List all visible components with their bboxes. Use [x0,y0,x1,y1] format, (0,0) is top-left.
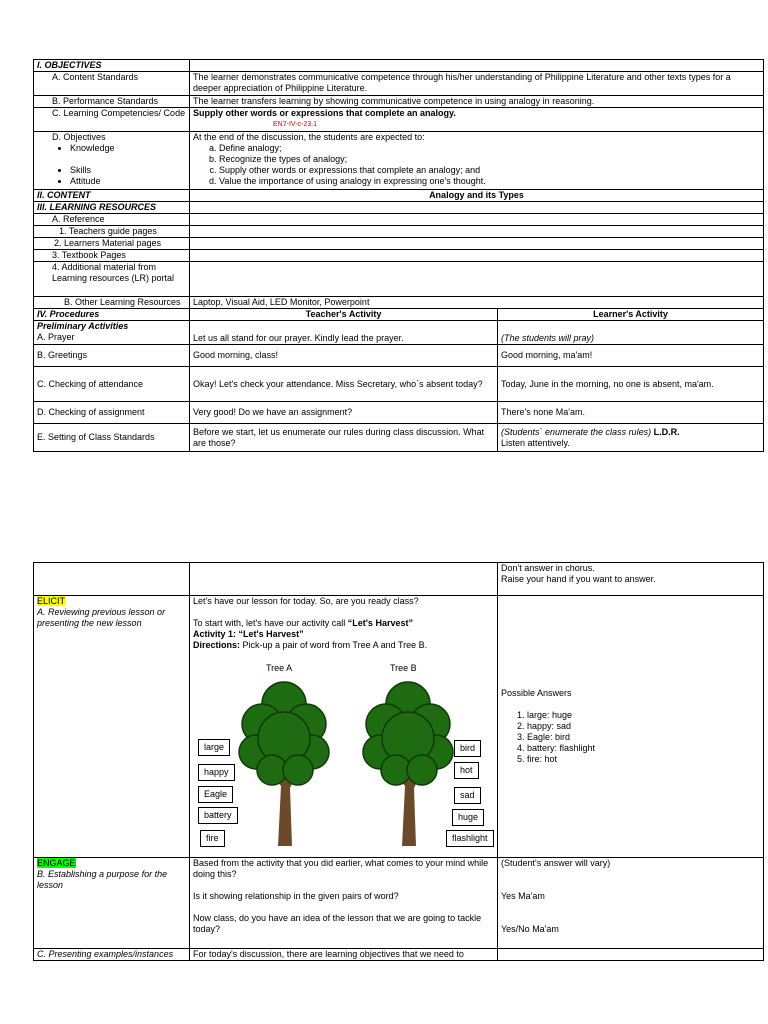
possible-answers-label: Possible Answers [501,688,572,698]
tree-a-label: Tree A [266,663,293,673]
preliminary-label: Preliminary Activities [37,321,129,331]
rule-2: Raise your hand if you want to answer. [501,574,656,584]
class-standards-label: E. Setting of Class Standards [34,424,190,452]
engage-answer-3: Yes/No Ma'am [501,924,559,934]
resources-header: III. LEARNING RESOURCES [34,202,190,214]
activity-title: Activity 1: “Let's Harvest” [193,629,304,639]
answer-item: 2. happy: sad [527,721,760,732]
content-standards-text: The learner demonstrates communicative competence through his/her understanding of Philippine Literature and other texts types for a deeper appreciation of Philippine Literature. [190,72,764,96]
tree-a-word[interactable]: happy [198,764,235,781]
class-rule-acronym: L.D.R. [653,426,680,437]
greetings-teacher: Good morning, class! [190,345,498,367]
answer-item: 3. Eagle: bird [527,732,760,743]
elicit-intro: Let's have our lesson for today. So, are you ready class? [193,596,419,606]
tree-b-label: Tree B [390,663,417,673]
presenting-examples-label: C. Presenting examples/instances [34,949,190,961]
tree-b-word[interactable]: sad [454,787,481,804]
content-topic: Analogy and its Types [190,190,764,202]
engage-tag: ENGAGE [37,858,76,868]
answer-item: 5. fire: hot [527,754,760,765]
additional-material-label: 4. Additional material from Learning resources (LR) portal [34,262,190,297]
engage-answer-2: Yes Ma'am [501,891,545,901]
tree-b-icon [362,676,454,846]
objective-item: a. Define analogy; [219,143,760,154]
tree-a-word[interactable]: fire [200,830,225,847]
teacher-activity-header: Teacher's Activity [190,309,498,321]
attendance-label: C. Checking of attendance [34,367,190,402]
class-standards-learner: (Students` enumerate the class rules) [501,426,652,437]
attendance-learner: Today, June in the morning, no one is absent, ma'am. [498,367,764,402]
objective-item: d. Value the importance of using analogy in expressing one's thought. [219,176,760,187]
tree-b-word[interactable]: hot [454,762,479,779]
prayer-teacher: Let us all stand for our prayer. Kindly lead the prayer. [190,321,498,345]
tree-b-word[interactable]: huge [452,809,484,826]
possible-answers-list [501,710,760,765]
elicit-teacher-cell [190,596,498,858]
class-rule-text: Listen attentively. [501,437,570,448]
possible-answers-cell [498,596,764,858]
assignment-learner: There's none Ma'am. [498,402,764,424]
assignment-teacher: Very good! Do we have an assignment? [190,402,498,424]
textbook-pages-label: 3. Textbook Pages [34,250,190,262]
domain-knowledge: • Knowledge [70,143,186,154]
engage-label: B. Establishing a purpose for the lesson [37,869,168,890]
domain-attitude: • Attitude [70,176,186,187]
content-header: II. CONTENT [34,190,190,202]
answer-item: 1. large: huge [527,710,760,721]
directions-text: Pick-up a pair of word from Tree A and Tree B. [242,640,428,650]
engage-question-2: Is it showing relationship in the given pairs of word? [193,891,399,901]
competencies-label: C. Learning Competencies/ Code [34,108,190,132]
elicit-tag: ELICIT [37,596,66,606]
elicit-activity-intro: To start with, let's have our activity call [193,618,346,628]
greetings-learner: Good morning, ma'am! [498,345,764,367]
learners-material-label: 2. Learners Material pages [34,238,190,250]
other-resources-label: B. Other Learning Resources [34,297,190,309]
teachers-guide-label: 1. Teachers guide pages [34,226,190,238]
performance-standards-text: The learner transfers learning by showing communicative competence in using analogy in reasoning. [190,96,764,108]
class-standards-teacher: Before we start, let us enumerate our rules during class discussion. What are those? [190,424,498,452]
engage-question-1: Based from the activity that you did earlier, what comes to your mind while doing this? [193,858,489,879]
reference-label: A. Reference [34,214,190,226]
prayer-label: A. Prayer [37,332,75,342]
tree-a-word[interactable]: large [198,739,230,756]
objectives-intro: At the end of the discussion, the students are expected to: [193,132,425,142]
engage-answer-1: (Student's answer will vary) [501,858,611,868]
objective-item: b. Recognize the types of analogy; [219,154,760,165]
answer-item: 4. battery: flashlight [527,743,760,754]
objective-domains [52,143,186,187]
tree-a-icon [238,676,330,846]
performance-standards-label: B. Performance Standards [34,96,190,108]
lesson-plan-table-2 [33,562,764,961]
prayer-learner: (The students will pray) [498,321,764,345]
competencies-code: EN7-IV-c-23.1 [273,121,317,128]
objectives-list [193,143,760,187]
elicit-label: A. Reviewing previous lesson or presenting the new lesson [37,607,166,628]
tree-a-word[interactable]: Eagle [198,786,233,803]
lesson-plan-table-1 [33,59,764,452]
objective-item: c. Supply other words or expressions that complete an analogy; and [219,165,760,176]
tree-a-word[interactable]: battery [198,807,238,824]
learner-activity-header: Learner's Activity [498,309,764,321]
domain-skills: • Skills [70,165,186,176]
tree-b-word[interactable]: flashlight [446,830,494,847]
assignment-label: D. Checking of assignment [34,402,190,424]
elicit-activity-name: “Let's Harvest” [347,618,413,628]
greetings-label: B. Greetings [34,345,190,367]
attendance-teacher: Okay! Let's check your attendance. Miss Secretary, who`s absent today? [190,367,498,402]
class-rules-cell [498,563,764,596]
directions-label: Directions: [193,640,241,650]
objectives-label: D. Objectives [52,132,106,142]
rule-1: Don't answer in chorus. [501,563,595,573]
presenting-examples-text: For today's discussion, there are learning objectives that we need to [190,949,498,961]
objectives-header: I. OBJECTIVES [34,60,190,72]
tree-b-word[interactable]: bird [454,740,481,757]
competencies-text: Supply other words or expressions that complete an analogy. [193,108,456,118]
other-resources-text: Laptop, Visual Aid, LED Monitor, Powerpoint [190,297,764,309]
content-standards-label: A. Content Standards [34,72,190,96]
engage-question-3: Now class, do you have an idea of the lesson that we are going to tackle today? [193,913,482,934]
procedures-header: IV. Procedures [34,309,190,321]
